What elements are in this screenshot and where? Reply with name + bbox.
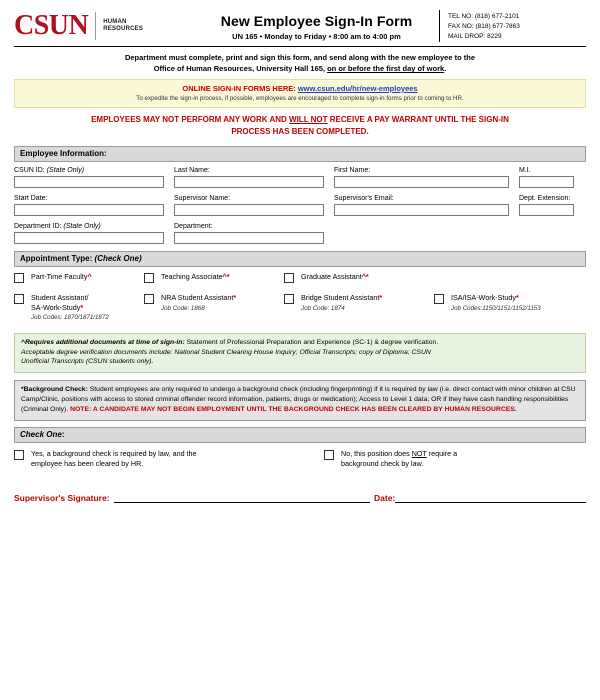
field-csun-id <box>14 167 174 188</box>
text-student-assistant-line-2 <box>31 303 109 313</box>
appointment-row-1 <box>14 272 586 283</box>
marker-teaching-associate: ^* <box>222 271 230 281</box>
field-middle-initial <box>519 167 584 188</box>
date-line[interactable] <box>395 492 586 503</box>
field-last-name <box>174 167 334 188</box>
label-csun-id-text: CSUN ID: <box>14 166 45 174</box>
label-middle-initial: M.I. <box>519 166 531 174</box>
text-part-time-faculty: Part-Time Faculty <box>31 271 88 281</box>
label-graduate-assistant <box>301 272 369 282</box>
text-student-assistant-line-1: Student Assistant/ <box>31 292 89 302</box>
label-department-id-note: (State Only) <box>63 222 101 230</box>
text-isa-work-study-text: ISA/ISA-Work-Study <box>451 292 516 302</box>
yes-line-2: employee has been cleared by HR. <box>31 459 144 469</box>
warning-line-2: PROCESS HAS BEEN COMPLETED. <box>231 126 369 136</box>
label-csun-id-note: (State Only) <box>46 166 85 174</box>
middle-initial-input[interactable] <box>519 176 574 188</box>
checkbox-student-assistant[interactable] <box>14 294 24 304</box>
appointment-option-part-time-faculty[interactable] <box>14 272 144 283</box>
department-instructions-line-1: Department must complete, print and sign this form, and send along with the new employee to the <box>124 53 476 63</box>
field-supervisor-name <box>174 195 334 216</box>
label-bridge-student-assistant <box>301 293 382 313</box>
no-line-1-underlined: NOT <box>411 448 427 458</box>
appointment-type-bar <box>14 251 586 267</box>
last-name-input[interactable] <box>174 176 324 188</box>
field-department <box>174 223 334 244</box>
label-background-check-no <box>341 449 457 470</box>
checkbox-background-check-no[interactable] <box>324 450 334 460</box>
department-input[interactable] <box>174 232 324 244</box>
check-one-label: Check One <box>20 430 62 440</box>
form-header <box>14 10 586 47</box>
label-nra-student-assistant <box>161 293 236 313</box>
background-check-heading: *Background Check: <box>21 386 88 394</box>
human-resources-label <box>103 19 143 34</box>
supervisor-name-input[interactable] <box>174 204 324 216</box>
label-last-name: Last Name: <box>174 166 210 174</box>
job-code-student-assistant: Job Codes: 1870/1871/1872 <box>31 314 109 322</box>
label-supervisor-name: Supervisor Name: <box>174 194 231 202</box>
signature-row <box>14 492 586 503</box>
text-isa-work-study <box>451 293 541 303</box>
text-nra-student-assistant-text: NRA Student Assistant <box>161 292 234 302</box>
hr-line-2: RESOURCES <box>103 26 144 33</box>
appointment-type-note: (Check One) <box>94 254 142 264</box>
additional-documents-line-1 <box>21 338 579 348</box>
label-first-name: First Name: <box>334 166 371 174</box>
online-forms-label: ONLINE SIGN-IN FORMS HERE: <box>182 83 298 93</box>
field-department-id <box>14 223 174 244</box>
csun-id-input[interactable] <box>14 176 164 188</box>
text-teaching-associate: Teaching Associate <box>161 271 223 281</box>
supervisor-signature-label: Supervisor's Signature: <box>14 492 110 503</box>
additional-documents-note <box>14 333 586 374</box>
no-line-1 <box>341 449 457 459</box>
label-teaching-associate <box>161 272 230 282</box>
label-start-date: Start Date: <box>14 194 48 202</box>
department-instructions <box>14 53 586 75</box>
additional-documents-heading: ^Requires additional documents at time of sign-in: <box>21 338 185 346</box>
department-instructions-line-2 <box>14 64 586 75</box>
label-csun-id <box>14 167 164 174</box>
appointment-type-label: Appointment Type: <box>20 254 93 264</box>
checkbox-graduate-assistant[interactable] <box>284 273 294 283</box>
employee-row-1 <box>14 167 586 188</box>
marker-student-assistant: * <box>80 302 84 312</box>
online-forms-link[interactable]: www.csun.edu/hr/new-employees <box>297 83 418 93</box>
checkbox-background-check-yes[interactable] <box>14 450 24 460</box>
warning-underlined: WILL NOT <box>289 114 328 124</box>
hr-line-1: HUMAN <box>103 18 127 25</box>
job-code-isa-work-study: Job Codes:1150/1151/1152/1153 <box>451 304 541 312</box>
check-one-bar <box>14 427 586 443</box>
department-id-input[interactable] <box>14 232 164 244</box>
marker-bridge-student-assistant: * <box>379 292 383 302</box>
label-department-id <box>14 223 164 230</box>
office-hours: UN 165 • Monday to Friday • 8:00 am to 4:00 pm <box>232 32 401 41</box>
appointment-option-graduate-assistant[interactable] <box>284 272 434 283</box>
background-check-answer-row <box>14 449 586 470</box>
mail-drop: MAIL DROP: 8229 <box>448 33 502 41</box>
appointment-option-student-assistant[interactable] <box>14 293 144 323</box>
checkbox-bridge-student-assistant[interactable] <box>284 294 294 304</box>
title-block <box>194 10 439 42</box>
supervisor-signature-group <box>14 492 374 503</box>
no-line-1-a: No, this position does <box>341 448 412 458</box>
page-title: New Employee Sign-In Form <box>220 13 413 29</box>
text-student-assistant-line-2-text: SA-Work-Study <box>31 302 81 312</box>
online-forms-subtext: To expedite the sign-in process, if possible, employees are encouraged to complete sign-in forms prior to coming to HR. <box>136 94 464 102</box>
text-bridge-student-assistant <box>301 293 382 303</box>
marker-isa-work-study: * <box>515 292 519 302</box>
no-line-1-c: require a <box>426 448 458 458</box>
logo-divider <box>95 12 96 40</box>
marker-nra-student-assistant: * <box>233 292 237 302</box>
label-supervisor-email: Supervisor's Email: <box>334 194 394 202</box>
contact-block <box>439 10 586 42</box>
field-dept-extension <box>519 195 584 216</box>
appointment-option-teaching-associate[interactable] <box>144 272 284 283</box>
background-check-note <box>14 380 586 421</box>
check-one-colon: : <box>61 430 65 440</box>
online-forms-line <box>21 84 579 93</box>
appointment-option-isa-work-study[interactable] <box>434 293 574 323</box>
label-department-id-text: Department ID: <box>14 222 62 230</box>
yes-line-1: Yes, a background check is required by law, and the <box>31 448 197 458</box>
text-nra-student-assistant <box>161 293 236 303</box>
background-check-yes-option[interactable] <box>14 449 324 470</box>
background-check-body: Student employees are only required to undergo a background check (including fingerprinting) if it is required by law (i.e. direct contact with minor children at CSU Camp/Clinic, positions with access to stored criminal offender record information, patients, drugs or medication); Access to Level 1 data; OR if they have cash handling responsibilities (Criminal Only). <box>21 386 576 413</box>
appointment-option-bridge-student-assistant[interactable] <box>284 293 434 323</box>
dept-line2-underlined: on or before the first day of work <box>327 64 445 74</box>
checkbox-isa-work-study[interactable] <box>434 294 444 304</box>
appointment-row-2 <box>14 293 586 323</box>
text-bridge-student-assistant-text: Bridge Student Assistant <box>301 292 380 302</box>
dept-extension-input[interactable] <box>519 204 574 216</box>
employee-row-3 <box>14 223 586 244</box>
checkbox-nra-student-assistant[interactable] <box>144 294 154 304</box>
pay-warrant-warning <box>14 114 586 138</box>
logo-block <box>14 10 194 42</box>
warning-c: RECEIVE A PAY WARRANT UNTIL THE SIGN-IN <box>327 114 509 124</box>
date-group <box>374 492 586 503</box>
checkbox-part-time-faculty[interactable] <box>14 273 24 283</box>
date-label: Date: <box>374 492 396 503</box>
job-code-nra-student-assistant: Job Code: 1868 <box>161 304 205 312</box>
text-graduate-assistant: Graduate Assistant <box>301 271 362 281</box>
fax-number: FAX NO: (818) 677-7863 <box>448 23 520 31</box>
no-line-2: background check by law. <box>341 459 424 469</box>
marker-graduate-assistant: ^* <box>361 271 369 281</box>
field-first-name <box>334 167 519 188</box>
employee-row-2 <box>14 195 586 216</box>
dept-line2-a: Office of Human Resources, University Hall 165, <box>153 64 328 74</box>
label-isa-work-study <box>451 293 541 313</box>
degree-verification-line-2: Unofficial Transcripts (CSUN students only). <box>21 358 154 366</box>
label-dept-extension: Dept. Extension: <box>519 194 571 202</box>
additional-documents-text: Statement of Professional Preparation and Experience (SC-1) & degree verification. <box>184 338 439 346</box>
background-check-no-option[interactable] <box>324 449 584 470</box>
warning-a: EMPLOYEES MAY NOT PERFORM ANY WORK AND <box>91 114 290 124</box>
employee-information-bar: Employee Information: <box>14 146 586 162</box>
field-supervisor-email <box>334 195 519 216</box>
supervisor-signature-line[interactable] <box>114 492 370 503</box>
dept-line2-c: . <box>444 64 447 74</box>
start-date-input[interactable] <box>14 204 164 216</box>
label-part-time-faculty <box>31 272 92 282</box>
tel-number: TEL NO: (818) 677-2101 <box>448 13 520 20</box>
online-forms-box <box>14 79 586 108</box>
marker-part-time-faculty: ^ <box>87 271 92 281</box>
first-name-input[interactable] <box>334 176 509 188</box>
csun-wordmark: CSUN <box>14 10 89 42</box>
background-check-warning: NOTE: A CANDIDATE MAY NOT BEGIN EMPLOYMENT UNTIL THE BACKGROUND CHECK HAS BEEN CLEARED BY HUMAN RESOURCES. <box>70 405 517 413</box>
label-department: Department: <box>174 222 213 230</box>
degree-verification-line-1: Acceptable degree verification documents include: National Student Clearing House Inquiry; Official Transcripts; copy of Diploma; CSUN <box>21 348 431 356</box>
job-code-bridge-student-assistant: Job Code: 1874 <box>301 304 345 312</box>
supervisor-email-input[interactable] <box>334 204 509 216</box>
appointment-option-nra-student-assistant[interactable] <box>144 293 284 323</box>
warning-line-1 <box>14 114 586 126</box>
field-start-date <box>14 195 174 216</box>
checkbox-teaching-associate[interactable] <box>144 273 154 283</box>
label-background-check-yes <box>31 449 197 470</box>
label-student-assistant <box>31 293 109 323</box>
